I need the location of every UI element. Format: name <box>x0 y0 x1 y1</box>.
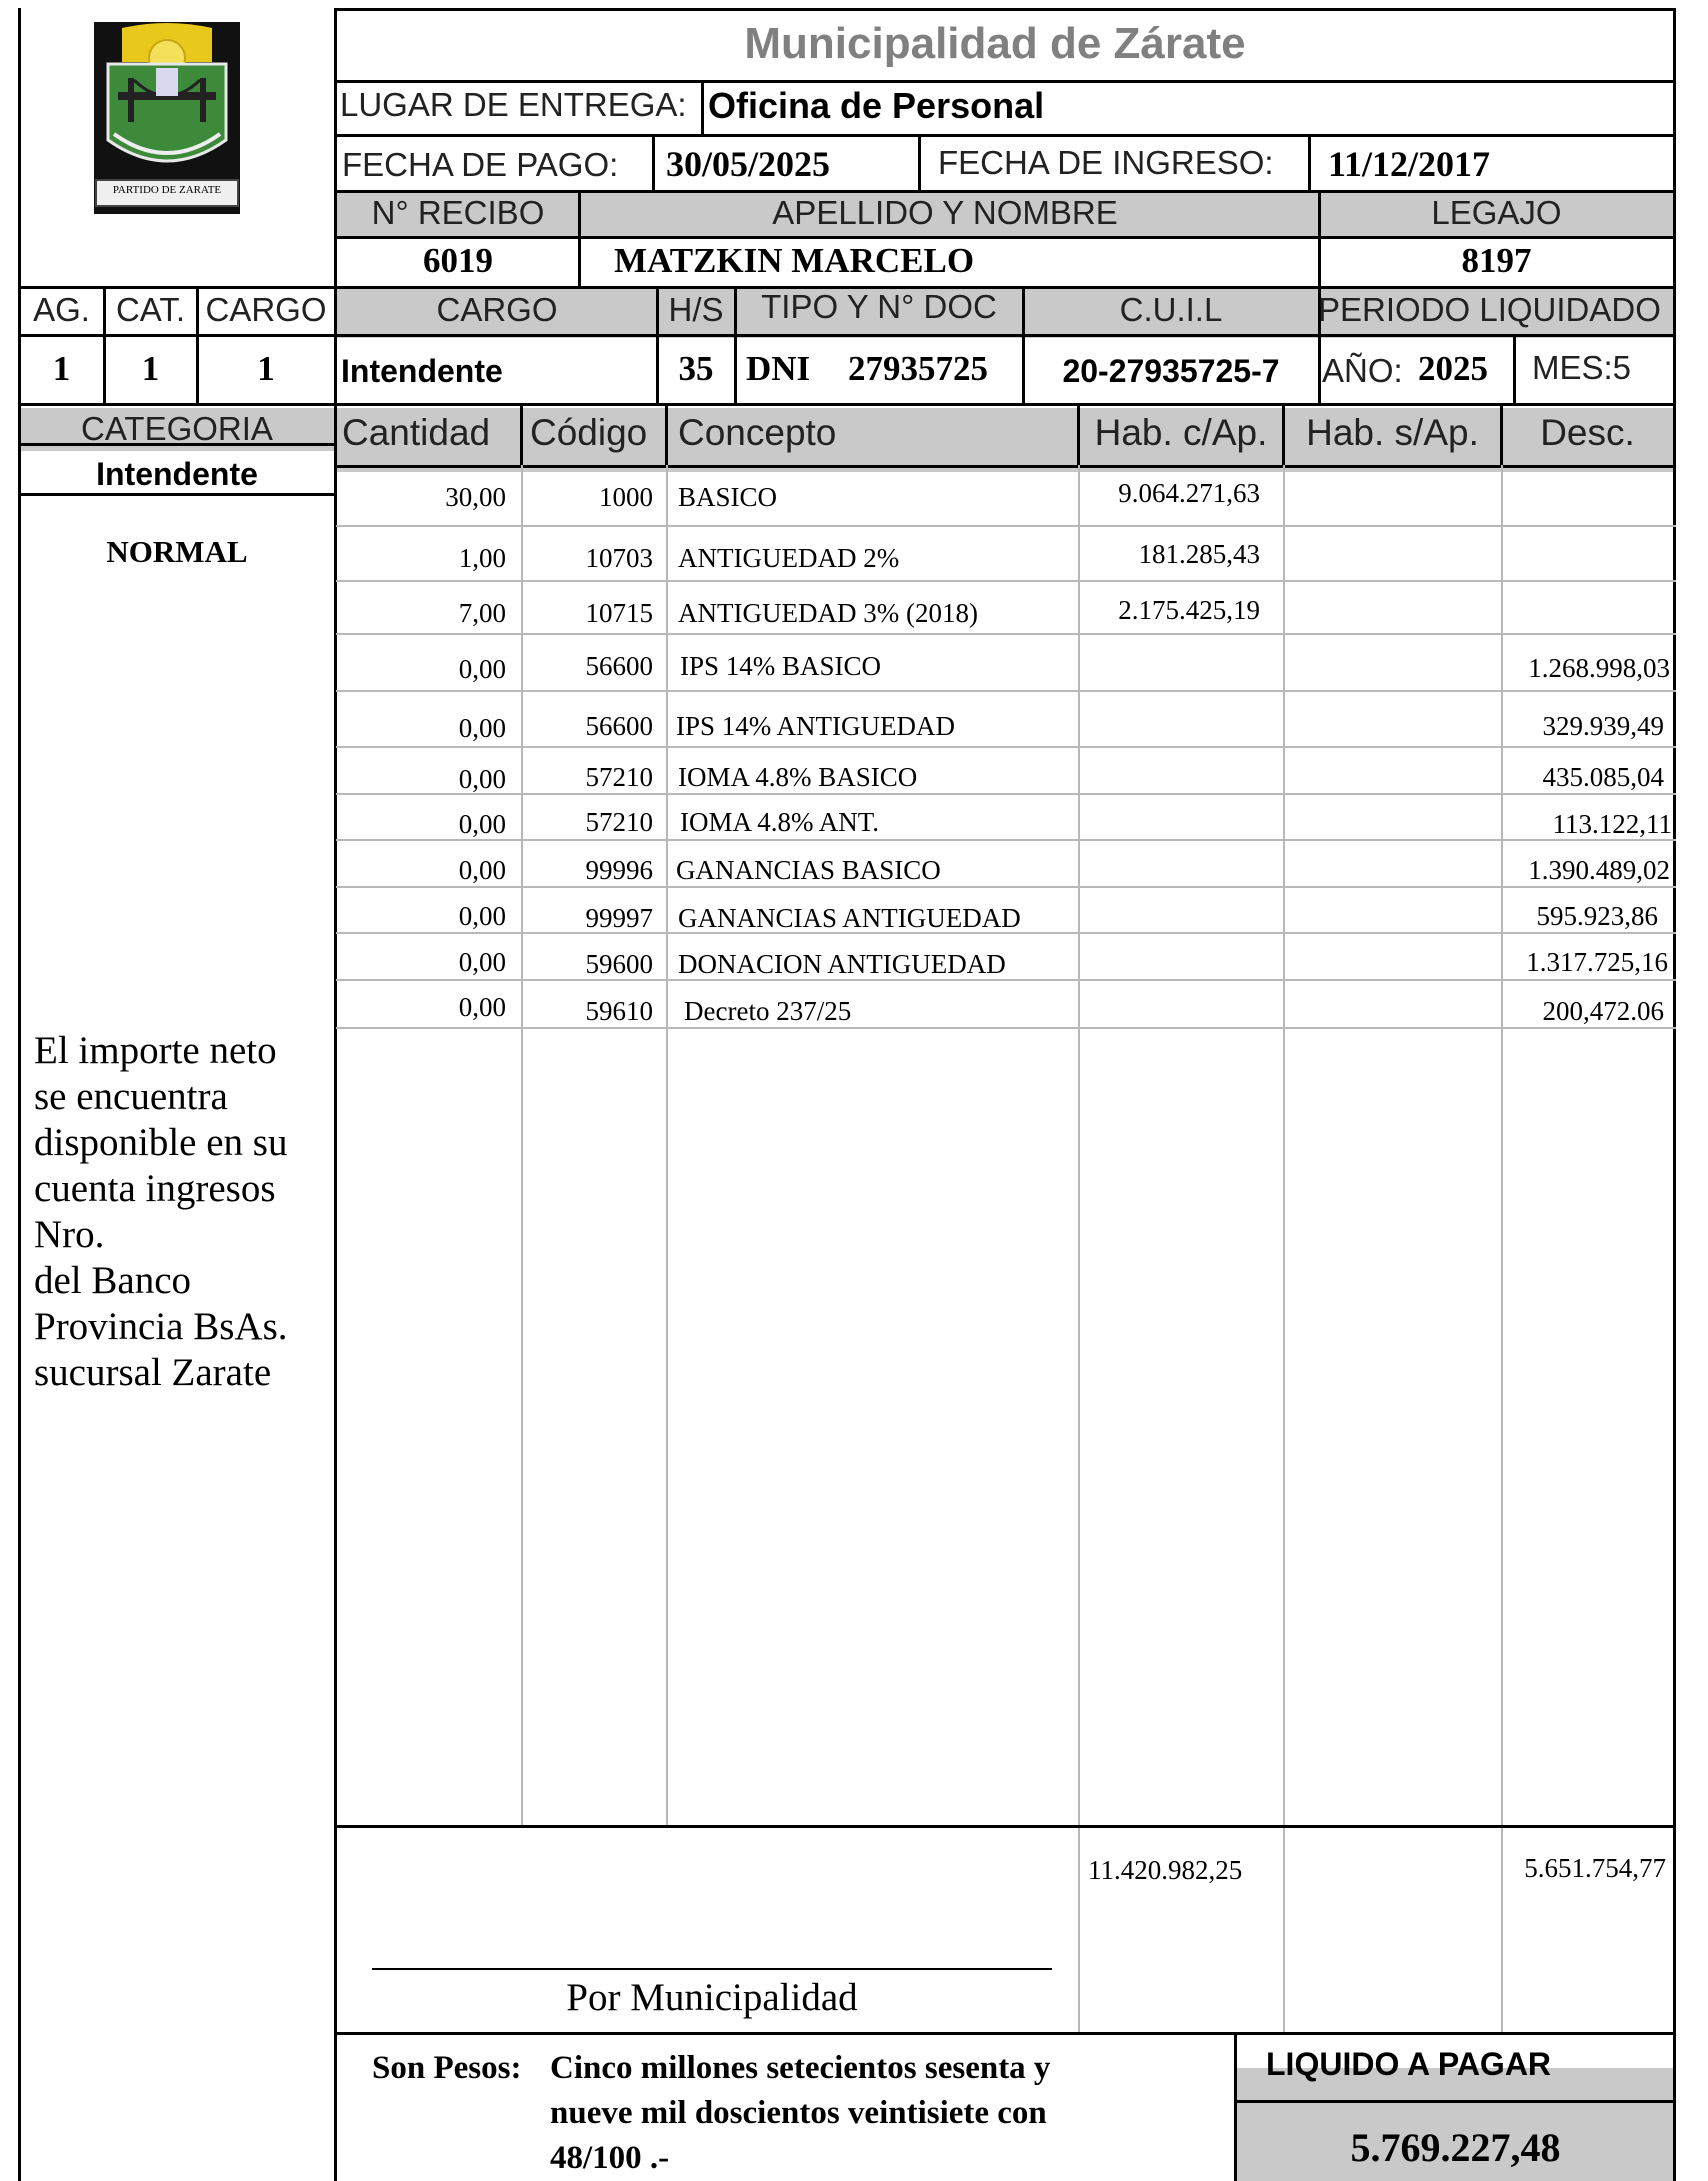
lugar-entrega-value: Oficina de Personal <box>708 85 1045 126</box>
son-pesos-line: nueve mil doscientos veintisiete con <box>550 2095 1047 2131</box>
categoria-label: CATEGORIA <box>81 410 273 447</box>
cargo-code-label: CARGO <box>205 291 327 328</box>
liquido-label: LIQUIDO A PAGAR <box>1266 2046 1552 2082</box>
col-header-hab-sap: Hab. s/Ap. <box>1306 412 1479 453</box>
cell-cantidad: 0,00 <box>458 947 506 977</box>
cell-desc: 1.268.998,03 <box>1528 653 1670 683</box>
cuil-value: 20-27935725-7 <box>1062 353 1280 389</box>
cat-value: 1 <box>141 349 160 388</box>
recibo-label: N° RECIBO <box>371 194 545 231</box>
cell-desc: 435.085,04 <box>1542 762 1664 792</box>
col-header-desc: Desc. <box>1540 412 1635 453</box>
fecha-ingreso-value: 11/12/2017 <box>1328 144 1491 184</box>
note-line: se encuentra <box>34 1075 228 1118</box>
mes-label: MES:5 <box>1532 349 1632 386</box>
cuil-label: C.U.I.L <box>1119 291 1223 328</box>
cell-concepto: IOMA 4.8% BASICO <box>678 762 918 792</box>
nombre-label: APELLIDO Y NOMBRE <box>772 194 1118 231</box>
cell-cantidad: 0,00 <box>458 654 506 684</box>
tipo-liquidacion: NORMAL <box>106 534 248 569</box>
cell-concepto: BASICO <box>678 482 778 512</box>
cell-codigo: 10715 <box>585 598 653 628</box>
col-header-codigo: Código <box>530 412 648 453</box>
cell-hab-cap: 181.285,43 <box>1138 539 1260 569</box>
cell-cantidad: 30,00 <box>445 482 506 512</box>
cell-desc: 595.923,86 <box>1536 901 1658 931</box>
cell-cantidad: 1,00 <box>458 543 506 573</box>
note-line: El importe neto <box>34 1029 277 1072</box>
cell-desc: 113.122,11 <box>1552 809 1672 839</box>
nombre-value: MATZKIN MARCELO <box>614 241 975 280</box>
cell-concepto: Decreto 237/25 <box>684 996 852 1026</box>
cargo-value: Intendente <box>341 353 503 389</box>
note-line: Provincia BsAs. <box>34 1305 288 1348</box>
fecha-pago-label: FECHA DE PAGO: <box>342 146 619 183</box>
cell-codigo: 57210 <box>585 762 653 792</box>
cell-concepto: ANTIGUEDAD 2% <box>678 543 900 573</box>
total-desc: 5.651.754,77 <box>1524 1853 1666 1883</box>
total-hab-cap: 11.420.982,25 <box>1088 1855 1243 1885</box>
legajo-label: LEGAJO <box>1431 194 1562 231</box>
legajo-value: 8197 <box>1461 241 1532 280</box>
ag-label: AG. <box>33 291 90 328</box>
cat-label: CAT. <box>115 291 186 328</box>
anio-value: 2025 <box>1418 349 1488 388</box>
col-header-hab-cap: Hab. c/Ap. <box>1094 412 1268 453</box>
cell-concepto: IPS 14% ANTIGUEDAD <box>676 711 955 741</box>
note-line: disponible en su <box>34 1121 288 1164</box>
cell-codigo: 57210 <box>585 807 653 837</box>
hs-value: 35 <box>678 349 714 388</box>
cell-desc: 1.317.725,16 <box>1526 947 1668 977</box>
fecha-ingreso-label: FECHA DE INGRESO: <box>938 144 1274 181</box>
cell-cantidad: 0,00 <box>458 855 506 885</box>
cargo-code-value: 1 <box>257 349 275 388</box>
recibo-value: 6019 <box>423 241 493 280</box>
note-line: cuenta ingresos <box>34 1167 276 1210</box>
liquido-value: 5.769.227,48 <box>1350 2125 1561 2170</box>
cell-desc: 200,472.06 <box>1542 996 1664 1026</box>
lugar-entrega-label: LUGAR DE ENTREGA: <box>340 86 687 123</box>
cell-codigo: 99997 <box>585 903 653 933</box>
payment-note <box>34 1028 330 1396</box>
crest-ribbon-text: PARTIDO DE ZARATE <box>112 184 222 196</box>
doc-type: DNI <box>746 349 811 388</box>
note-line: Nro. <box>34 1213 105 1256</box>
categoria-value: Intendente <box>96 456 258 492</box>
son-pesos-line: Cinco millones setecientos sesenta y <box>550 2050 1051 2086</box>
doc-number: 27935725 <box>848 349 988 388</box>
signature-label: Por Municipalidad <box>566 1976 858 2019</box>
cell-concepto: DONACION ANTIGUEDAD <box>678 949 1006 979</box>
cell-cantidad: 7,00 <box>458 598 506 628</box>
doc-label: TIPO Y N° DOC <box>761 288 997 325</box>
note-line: del Banco <box>34 1259 192 1302</box>
page-title: Municipalidad de Zárate <box>744 19 1246 68</box>
cell-codigo: 56600 <box>585 711 653 741</box>
cell-concepto: GANANCIAS BASICO <box>676 855 941 885</box>
cell-concepto: GANANCIAS ANTIGUEDAD <box>678 903 1021 933</box>
cell-concepto: IPS 14% BASICO <box>680 651 882 681</box>
cell-codigo: 59610 <box>585 996 653 1026</box>
fecha-pago-value: 30/05/2025 <box>666 144 831 184</box>
cell-cantidad: 0,00 <box>458 901 506 931</box>
cell-codigo: 99996 <box>585 855 653 885</box>
cell-codigo: 56600 <box>585 651 653 681</box>
cell-hab-cap: 9.064.271,63 <box>1118 478 1260 508</box>
periodo-label: PERIODO LIQUIDADO <box>1318 291 1661 328</box>
anio-label: AÑO: <box>1322 352 1403 389</box>
son-pesos-label: Son Pesos: <box>372 2050 522 2086</box>
cell-concepto: ANTIGUEDAD 3% (2018) <box>678 598 978 628</box>
col-header-cantidad: Cantidad <box>342 412 491 453</box>
cell-codigo: 10703 <box>585 543 653 573</box>
note-line: sucursal Zarate <box>34 1351 272 1394</box>
cell-cantidad: 0,00 <box>458 713 506 743</box>
cargo-label: CARGO <box>436 291 558 328</box>
cell-cantidad: 0,00 <box>458 992 506 1022</box>
cell-desc: 329.939,49 <box>1542 711 1664 741</box>
cell-desc: 1.390.489,02 <box>1528 855 1670 885</box>
son-pesos-line: 48/100 .- <box>550 2140 670 2176</box>
cell-cantidad: 0,00 <box>458 764 506 794</box>
hs-label: H/S <box>668 291 724 328</box>
col-header-concepto: Concepto <box>678 412 837 453</box>
cell-concepto: IOMA 4.8% ANT. <box>680 807 879 837</box>
ag-value: 1 <box>52 349 71 388</box>
cell-codigo: 59600 <box>585 949 653 979</box>
cell-cantidad: 0,00 <box>458 809 506 839</box>
cell-codigo: 1000 <box>599 482 653 512</box>
cell-hab-cap: 2.175.425,19 <box>1118 595 1260 625</box>
